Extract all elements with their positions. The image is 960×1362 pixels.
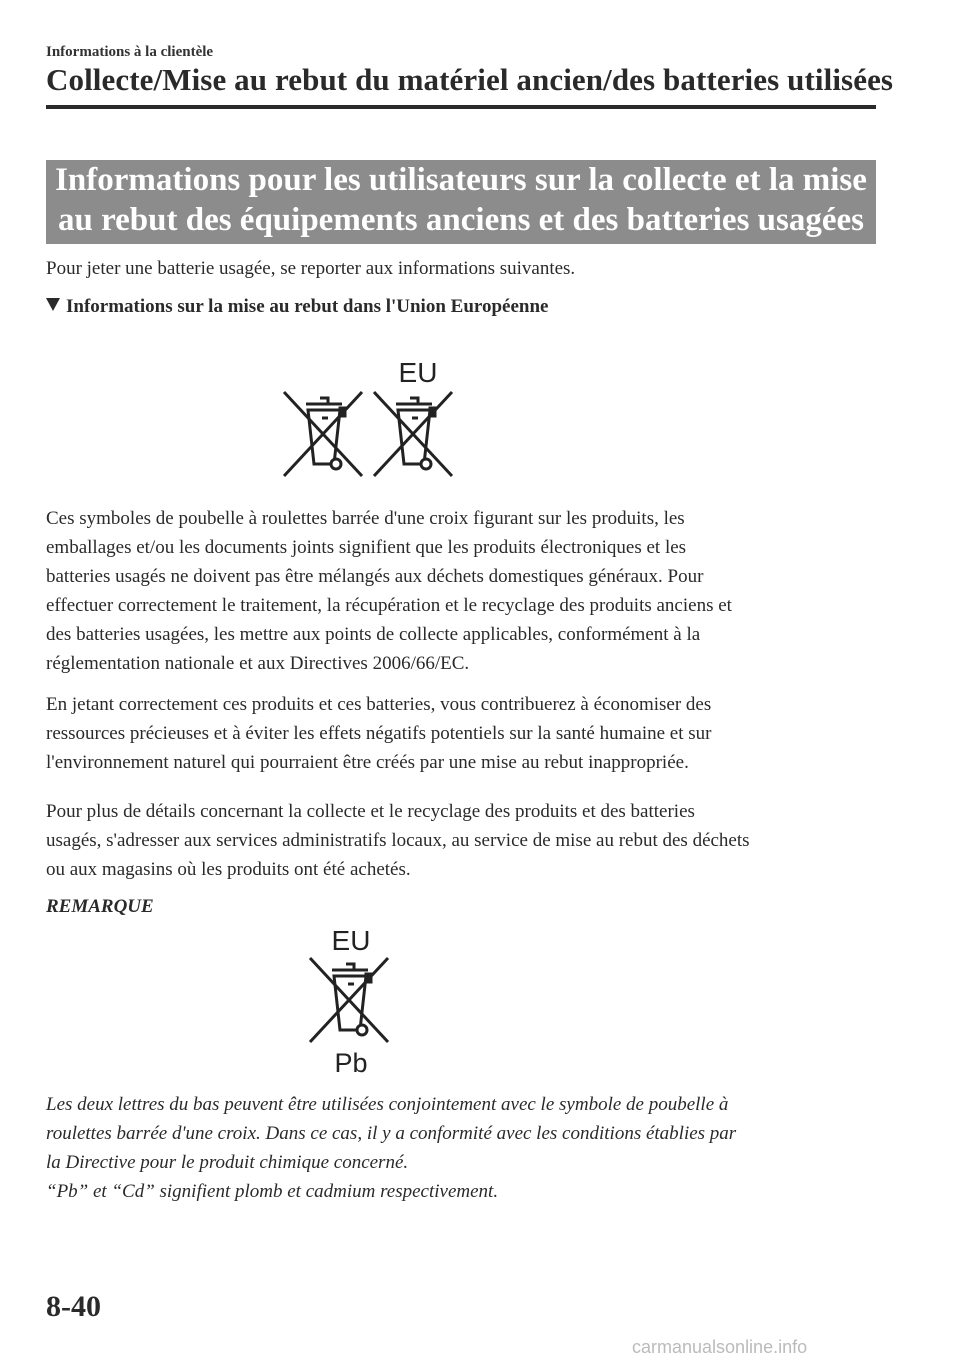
text-line: En jetant correctement ces produits et ces batteries, vous contribuerez à économiser des (46, 694, 712, 715)
text-line: Pour plus de détails concernant la collecte et le recyclage des produits et des batteries (46, 801, 695, 822)
note-line: roulettes barrée d'une croix. Dans ce cas, il y a conformité avec les conditions établies par (46, 1123, 737, 1144)
section-banner (46, 160, 876, 244)
eu-paragraph-2 (46, 690, 886, 777)
intro-paragraph: Pour jeter une batterie usagée, se reporter aux informations suivantes. (46, 258, 576, 279)
eu-bin-symbols (270, 352, 480, 482)
text-line: ou aux magasins où les produits ont été achetés. (46, 859, 411, 880)
title-rule (46, 105, 876, 109)
eu-paragraph-3 (46, 797, 886, 884)
text-line: réglementation nationale et aux Directives 2006/66/EC. (46, 653, 470, 674)
remark-label: REMARQUE (46, 896, 154, 917)
eu-subheading (46, 296, 548, 318)
eu-label: EU (331, 925, 371, 956)
eu-paragraph-1 (46, 504, 886, 678)
wheelie-bin-symbols-graphic (270, 352, 480, 482)
pb-label: Pb (334, 1048, 368, 1076)
watermark: carmanualsonline.info (632, 1337, 808, 1357)
pb-bin-symbol (296, 924, 406, 1076)
note-line: Les deux lettres du bas peuvent être utilisées conjointement avec le symbole de poubelle à (46, 1094, 729, 1115)
text-line: emballages et/ou les documents joints signifient que les produits électroniques et les (46, 537, 687, 558)
wheelie-bin-pb-graphic (296, 924, 406, 1076)
text-line: ressources précieuses et à éviter les effets négatifs potentiels sur la santé humaine et sur (46, 723, 712, 744)
page-number: 8-40 (46, 1290, 101, 1323)
text-line: l'environnement naturel qui pourraient être créés par une mise au rebut inappropriée. (46, 752, 689, 773)
section-label: Informations à la clientèle (46, 44, 214, 60)
banner-line-2: au rebut des équipements anciens et des batteries usagées (57, 202, 865, 238)
remark-note (46, 1090, 886, 1206)
text-line: Ces symboles de poubelle à roulettes barrée d'une croix figurant sur les produits, les (46, 508, 685, 529)
crossed-out-wheelie-bin-icon (310, 958, 388, 1042)
crossed-out-wheelie-bin-icon (374, 392, 452, 476)
text-line: effectuer correctement le traitement, la récupération et le recyclage des produits anciens et (46, 595, 732, 616)
text-line: des batteries usagées, les mettre aux points de collecte applicables, conformément à la (46, 624, 701, 645)
note-line: la Directive pour le produit chimique concerné. (46, 1152, 409, 1173)
banner-line-1: Informations pour les utilisateurs sur la collecte et la mise (55, 162, 867, 198)
text-line: usagés, s'adresser aux services administratifs locaux, au service de mise au rebut des déchets (46, 830, 750, 851)
eu-label: EU (398, 357, 438, 388)
text-line: batteries usagés ne doivent pas être mélangés aux déchets domestiques généraux. Pour (46, 566, 704, 587)
eu-subheading-text: Informations sur la mise au rebut dans l'Union Européenne (66, 296, 549, 317)
intro-text (46, 254, 886, 283)
crossed-out-wheelie-bin-icon (284, 392, 362, 476)
chapter-title: Collecte/Mise au rebut du matériel ancien/des batteries utilisées (46, 62, 894, 97)
note-line: “Pb” et “Cd” signifient plomb et cadmium respectivement. (46, 1181, 499, 1202)
triangle-down-icon (46, 298, 60, 311)
